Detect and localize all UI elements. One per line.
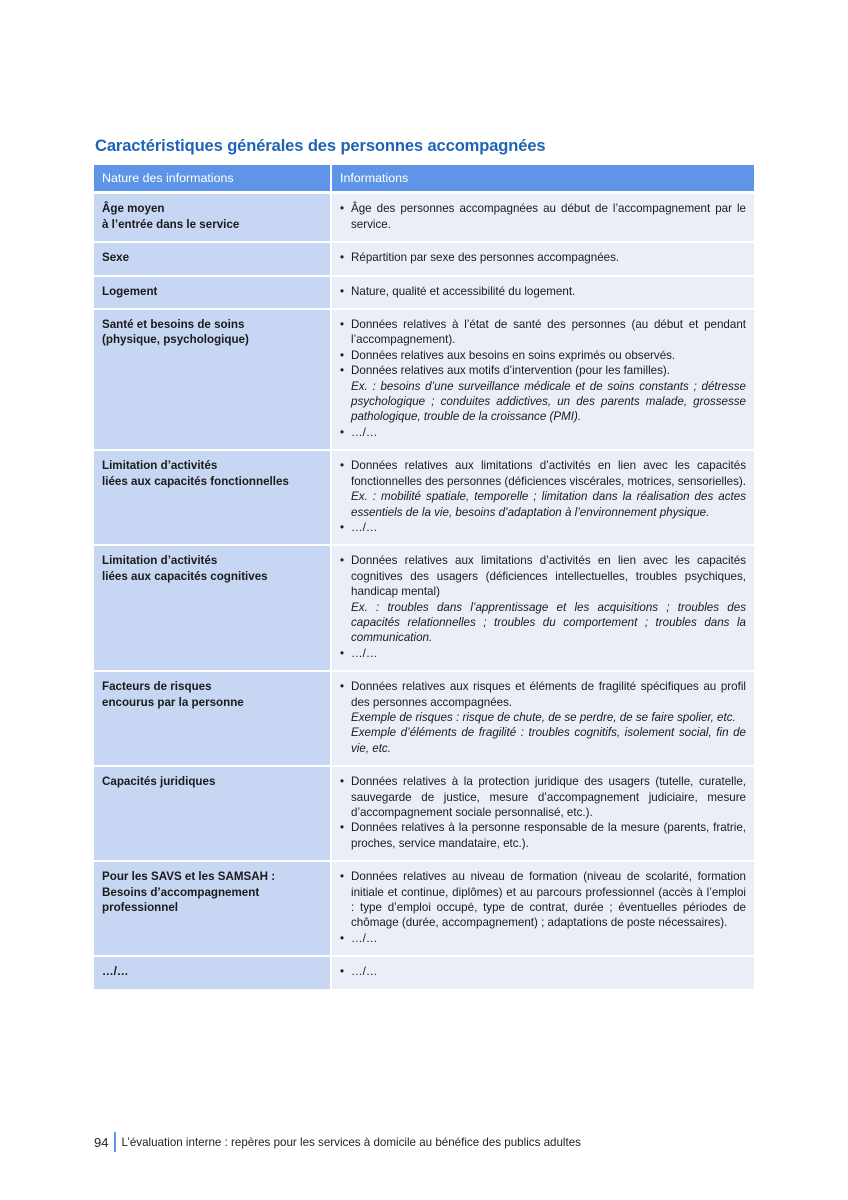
nature-label-line: Limitation d’activités [102, 554, 218, 568]
nature-label-line: encourus par la personne [102, 695, 244, 709]
nature-label-line: liées aux capacités cognitives [102, 569, 268, 583]
characteristics-table [94, 165, 754, 991]
list-item [340, 679, 746, 756]
list-item [340, 931, 746, 946]
nature-label-line: (physique, psychologique) [102, 333, 249, 347]
item-text: …/… [351, 931, 378, 945]
nature-cell [94, 861, 331, 956]
table-row [94, 545, 754, 671]
bullet-list [340, 964, 746, 979]
table-row [94, 450, 754, 545]
bullet-list [340, 317, 746, 440]
item-text: Données relatives aux besoins en soins exprimés ou observés. [351, 348, 676, 362]
item-text: Données relatives aux motifs d’intervention (pour les familles). [351, 364, 670, 378]
header-informations: Informations [331, 165, 754, 193]
example-text: Exemple de risques : risque de chute, de se perdre, de se faire spolier, etc. [351, 710, 736, 724]
nature-cell [94, 671, 331, 766]
table-row [94, 956, 754, 989]
nature-label-line: …/… [102, 965, 129, 979]
example-text: Exemple d’éléments de fragilité : troubles cognitifs, isolement social, fin de vie, etc. [351, 726, 746, 755]
nature-label-line: Logement [102, 284, 158, 298]
nature-cell [94, 193, 331, 242]
list-item [340, 348, 746, 363]
table-row [94, 276, 754, 309]
section-title: Caractéristiques générales des personnes accompagnées [95, 137, 546, 155]
list-item [340, 964, 746, 979]
list-item [340, 363, 746, 425]
bullet-list [340, 679, 746, 756]
nature-cell [94, 766, 331, 861]
nature-label-line: à l’entrée dans le service [102, 217, 240, 231]
informations-cell [331, 242, 754, 275]
table-row [94, 193, 754, 242]
table-row [94, 242, 754, 275]
page-number: 94 [94, 1134, 109, 1150]
informations-cell [331, 766, 754, 861]
example-text: Ex. : besoins d’une surveillance médicale et de soins constants ; détresse psychologique ; conduites addictives, un des parents malade, grossesse pathologique, trouble de la croissance (PMI). [351, 379, 746, 424]
item-text: Âge des personnes accompagnées au début de l’accompagnement par le service. [351, 202, 746, 231]
footer-divider [114, 1132, 116, 1152]
informations-cell [331, 671, 754, 766]
item-text: Données relatives aux limitations d’activités en lien avec les capacités fonctionnelles des personnes (déficiences viscérales, motrices, sensorielles). [351, 459, 747, 488]
list-item [340, 425, 746, 440]
list-item [340, 774, 746, 820]
table-body [94, 193, 754, 990]
item-text: Répartition par sexe des personnes accompagnées. [351, 251, 620, 265]
nature-label-line: Âge moyen [102, 202, 165, 216]
item-text: …/… [351, 646, 378, 660]
informations-cell [331, 956, 754, 989]
nature-label-line: liées aux capacités fonctionnelles [102, 474, 289, 488]
nature-label-line: Sexe [102, 251, 130, 265]
item-text: …/… [351, 520, 378, 534]
table-header-row [94, 165, 754, 193]
item-text: Données relatives aux limitations d’activités en lien avec les capacités cognitives des usagers (déficiences intellectuelles, troubles psychiques, handicap mental) [351, 554, 746, 599]
bullet-list [340, 250, 746, 265]
item-text: …/… [351, 425, 378, 439]
item-text: Nature, qualité et accessibilité du logement. [351, 284, 576, 298]
nature-label-line: Limitation d’activités [102, 459, 218, 473]
nature-cell [94, 242, 331, 275]
list-item [340, 458, 746, 520]
table-row [94, 766, 754, 861]
table-row [94, 671, 754, 766]
nature-label-line: Capacités juridiques [102, 775, 216, 789]
list-item [340, 869, 746, 931]
list-item [340, 317, 746, 348]
informations-cell [331, 861, 754, 956]
informations-cell [331, 545, 754, 671]
list-item [340, 201, 746, 232]
bullet-list [340, 774, 746, 851]
nature-label-line: Pour les SAVS et les SAMSAH : Besoins d’accompagnement professionnel [102, 870, 276, 915]
list-item [340, 250, 746, 265]
bullet-list [340, 553, 746, 661]
informations-cell [331, 309, 754, 450]
item-text: Données relatives à la protection juridique des usagers (tutelle, curatelle, sauvegarde de justice, mesure d’accompagnement judiciaire, mesure d’accompagnement sociale personnalisé, etc.). [351, 775, 746, 819]
bullet-list [340, 458, 746, 535]
bullet-list [340, 869, 746, 946]
bullet-list [340, 201, 746, 232]
informations-cell [331, 276, 754, 309]
informations-cell [331, 450, 754, 545]
header-nature: Nature des informations [94, 165, 331, 193]
nature-cell [94, 450, 331, 545]
table-row [94, 309, 754, 450]
list-item [340, 284, 746, 299]
example-text: Ex. : mobilité spatiale, temporelle ; limitation dans la réalisation des actes essentiels de la vie, besoins d’adaptation à l’environnement physique. [351, 490, 746, 519]
nature-cell [94, 309, 331, 450]
list-item [340, 820, 746, 851]
example-text: Ex. : troubles dans l’apprentissage et les acquisitions ; troubles des capacités relationnelles ; troubles du comportement ; troubles dans la communication. [351, 600, 746, 645]
footer-text: L’évaluation interne : repères pour les services à domicile au bénéfice des publics adultes [121, 1135, 581, 1149]
item-text: Données relatives à l’état de santé des personnes (au début et pendant l’accompagnement). [351, 318, 746, 347]
table-row [94, 861, 754, 956]
nature-label-line: Facteurs de risques [102, 680, 212, 694]
nature-cell [94, 276, 331, 309]
item-text: …/… [351, 965, 378, 979]
list-item [340, 553, 746, 645]
nature-label-line: Santé et besoins de soins [102, 318, 245, 332]
item-text: Données relatives au niveau de formation (niveau de scolarité, formation initiale et continue, diplômes) et au parcours professionnel (accès à l’emploi : type d’emploi occupé, type de contrat, durée ; éventuelles périodes de chômage (durée, accompagnement) ; adaptations de poste nécessaires). [351, 870, 746, 930]
nature-cell [94, 956, 331, 989]
informations-cell [331, 193, 754, 242]
bullet-list [340, 284, 746, 299]
page-footer [94, 1132, 581, 1152]
item-text: Données relatives à la personne responsable de la mesure (parents, fratrie, proches, service mandataire, etc.). [351, 821, 746, 850]
list-item [340, 646, 746, 661]
list-item [340, 520, 746, 535]
item-text: Données relatives aux risques et éléments de fragilité spécifiques au profil des personnes accompagnées. [351, 680, 746, 709]
nature-cell [94, 545, 331, 671]
